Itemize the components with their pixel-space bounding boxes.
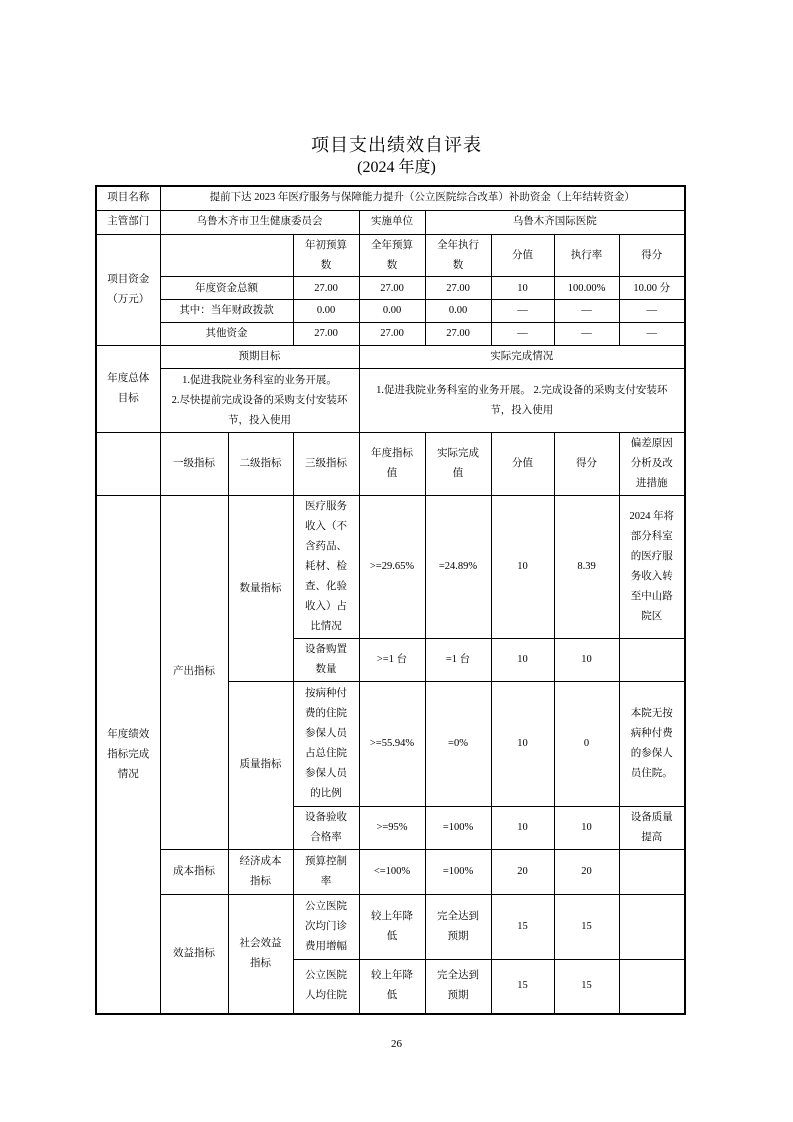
annual-goal-row-label: 年度总体目标 bbox=[96, 346, 160, 433]
funds-total-score: 10.00 分 bbox=[619, 277, 685, 300]
project-name-label: 项目名称 bbox=[96, 186, 160, 210]
indicator-score: 20 bbox=[554, 849, 619, 894]
funds-total-annual-budget: 27.00 bbox=[359, 277, 425, 300]
indicator-points: 15 bbox=[491, 959, 554, 1014]
indicator-header-actual: 实际完成值 bbox=[425, 433, 491, 496]
department-label: 主管部门 bbox=[96, 210, 160, 234]
document-title: 项目支出绩效自评表 bbox=[311, 135, 482, 155]
funds-total-label: 年度资金总额 bbox=[160, 277, 293, 300]
indicator-actual: =100% bbox=[425, 849, 491, 894]
funds-other-label: 其他资金 bbox=[160, 323, 293, 346]
indicator-deviation: 设备质量提高 bbox=[619, 806, 685, 849]
implementing-unit-value: 乌鲁木齐国际医院 bbox=[425, 210, 685, 234]
indicator-level3: 预算控制率 bbox=[293, 849, 359, 894]
indicator-points: 10 bbox=[491, 496, 554, 639]
funds-col-header-annual-budget: 全年预算数 bbox=[359, 234, 425, 277]
indicator-level3: 设备购置数量 bbox=[293, 638, 359, 681]
indicator-target: 较上年降低 bbox=[359, 894, 425, 959]
indicator-actual: =1 台 bbox=[425, 638, 491, 681]
funds-fiscal-row bbox=[96, 300, 685, 323]
funds-other-points: — bbox=[491, 323, 554, 346]
funds-other-annual-budget: 27.00 bbox=[359, 323, 425, 346]
indicator-deviation bbox=[619, 959, 685, 1014]
indicator-target: >=55.94% bbox=[359, 681, 425, 806]
indicator-score: 10 bbox=[554, 806, 619, 849]
funds-fiscal-execution-rate: — bbox=[554, 300, 619, 323]
indicator-points: 10 bbox=[491, 638, 554, 681]
actual-goal-text: 1.促进我院业务科室的业务开展。 2.完成设备的采购支付安装环节，投入使用 bbox=[359, 369, 685, 433]
indicator-section-row-label: 年度绩效指标完成情况 bbox=[96, 496, 160, 1014]
indicator-level3: 设备验收合格率 bbox=[293, 806, 359, 849]
project-name-value: 提前下达 2023 年医疗服务与保障能力提升（公立医院综合改革）补助资金（上年结转资金） bbox=[160, 186, 685, 210]
funds-total-points: 10 bbox=[491, 277, 554, 300]
indicator-row-budget-control bbox=[96, 849, 685, 894]
expected-goal-text bbox=[160, 369, 359, 433]
expected-goal-line2: 2.尽快提前完成设备的采购支付安装环节，投入使用 bbox=[171, 394, 348, 426]
indicator-header-target: 年度指标值 bbox=[359, 433, 425, 496]
implementing-unit-label: 实施单位 bbox=[359, 210, 425, 234]
indicator-target: <=100% bbox=[359, 849, 425, 894]
expected-goal-header: 预期目标 bbox=[160, 346, 359, 369]
indicator-level2-quality: 质量指标 bbox=[228, 681, 293, 849]
indicator-points: 20 bbox=[491, 849, 554, 894]
annual-goal-content-row bbox=[96, 369, 685, 433]
indicator-score: 15 bbox=[554, 959, 619, 1014]
indicator-level3: 按病种付费的住院参保人员占总住院参保人员的比例 bbox=[293, 681, 359, 806]
funds-fiscal-score: — bbox=[619, 300, 685, 323]
funds-total-execution-rate: 100.00% bbox=[554, 277, 619, 300]
document-subtitle: (2024 年度) bbox=[357, 158, 436, 176]
actual-goal-header: 实际完成情况 bbox=[359, 346, 685, 369]
indicator-level1-benefit: 效益指标 bbox=[160, 894, 228, 1014]
funds-row-label-line1: 项目资金 bbox=[107, 274, 150, 286]
department-row bbox=[96, 210, 685, 234]
indicator-level3: 医疗服务收入（不含药品、耗材、检查、化验收入）占比情况 bbox=[293, 496, 359, 639]
indicator-level1-cost: 成本指标 bbox=[160, 849, 228, 894]
funds-total-initial-budget: 27.00 bbox=[293, 277, 359, 300]
indicator-actual: =24.89% bbox=[425, 496, 491, 639]
funds-other-initial-budget: 27.00 bbox=[293, 323, 359, 346]
indicator-level3: 公立医院次均门诊费用增幅 bbox=[293, 894, 359, 959]
page-number: 26 bbox=[391, 1038, 402, 1050]
indicator-deviation: 2024 年将部分科室的医疗服务收入转至中山路院区 bbox=[619, 496, 685, 639]
project-name-row bbox=[96, 186, 685, 210]
funds-fiscal-label: 其中：当年财政拨款 bbox=[160, 300, 293, 323]
indicator-header-level1: 一级指标 bbox=[160, 433, 228, 496]
indicator-deviation bbox=[619, 638, 685, 681]
funds-row-label-line2: （万元） bbox=[107, 294, 150, 305]
indicator-level3: 公立医院人均住院 bbox=[293, 959, 359, 1014]
indicator-level2-quantity: 数量指标 bbox=[228, 496, 293, 682]
expected-goal-line1: 1.促进我院业务科室的业务开展。 bbox=[182, 375, 337, 386]
indicator-level2-economic-cost: 经济成本指标 bbox=[228, 849, 293, 894]
indicator-header-blank-cell bbox=[96, 433, 160, 496]
funds-col-header-annual-executed: 全年执行数 bbox=[425, 234, 491, 277]
indicator-actual: 完全达到预期 bbox=[425, 894, 491, 959]
indicator-points: 15 bbox=[491, 894, 554, 959]
funds-fiscal-initial-budget: 0.00 bbox=[293, 300, 359, 323]
funds-header-row bbox=[96, 234, 685, 277]
indicator-target: 较上年降低 bbox=[359, 959, 425, 1014]
indicator-points: 10 bbox=[491, 681, 554, 806]
department-value: 乌鲁木齐市卫生健康委员会 bbox=[160, 210, 359, 234]
indicator-actual: 完全达到预期 bbox=[425, 959, 491, 1014]
funds-other-annual-executed: 27.00 bbox=[425, 323, 491, 346]
indicator-header-level3: 三级指标 bbox=[293, 433, 359, 496]
indicator-actual: =100% bbox=[425, 806, 491, 849]
indicator-header-points: 分值 bbox=[491, 433, 554, 496]
annual-goal-header-row bbox=[96, 346, 685, 369]
funds-header-blank-cell bbox=[160, 234, 293, 277]
indicator-target: >=29.65% bbox=[359, 496, 425, 639]
funds-other-score: — bbox=[619, 323, 685, 346]
indicator-level2-social-benefit: 社会效益指标 bbox=[228, 894, 293, 1014]
indicator-target: >=95% bbox=[359, 806, 425, 849]
funds-row-label bbox=[96, 234, 160, 346]
indicator-score: 15 bbox=[554, 894, 619, 959]
indicator-deviation: 本院无按病种付费的参保人员住院。 bbox=[619, 681, 685, 806]
indicator-score: 0 bbox=[554, 681, 619, 806]
funds-col-header-initial-budget: 年初预算数 bbox=[293, 234, 359, 277]
indicator-actual: =0% bbox=[425, 681, 491, 806]
funds-total-annual-executed: 27.00 bbox=[425, 277, 491, 300]
indicator-header-level2: 二级指标 bbox=[228, 433, 293, 496]
indicator-deviation bbox=[619, 849, 685, 894]
indicator-header-deviation: 偏差原因分析及改进措施 bbox=[619, 433, 685, 496]
funds-other-row bbox=[96, 323, 685, 346]
indicator-header-row bbox=[96, 433, 685, 496]
indicator-points: 10 bbox=[491, 806, 554, 849]
indicator-score: 10 bbox=[554, 638, 619, 681]
funds-col-header-execution-rate: 执行率 bbox=[554, 234, 619, 277]
funds-col-header-score: 得分 bbox=[619, 234, 685, 277]
funds-fiscal-annual-budget: 0.00 bbox=[359, 300, 425, 323]
indicator-level1-output: 产出指标 bbox=[160, 496, 228, 849]
indicator-header-score: 得分 bbox=[554, 433, 619, 496]
funds-col-header-points: 分值 bbox=[491, 234, 554, 277]
indicator-row-medical-income bbox=[96, 496, 685, 639]
funds-other-execution-rate: — bbox=[554, 323, 619, 346]
indicator-score: 8.39 bbox=[554, 496, 619, 639]
funds-fiscal-annual-executed: 0.00 bbox=[425, 300, 491, 323]
indicator-row-outpatient-cost bbox=[96, 894, 685, 959]
funds-total-row bbox=[96, 277, 685, 300]
performance-self-evaluation-table bbox=[95, 185, 686, 1015]
funds-fiscal-points: — bbox=[491, 300, 554, 323]
indicator-target: >=1 台 bbox=[359, 638, 425, 681]
indicator-deviation bbox=[619, 894, 685, 959]
